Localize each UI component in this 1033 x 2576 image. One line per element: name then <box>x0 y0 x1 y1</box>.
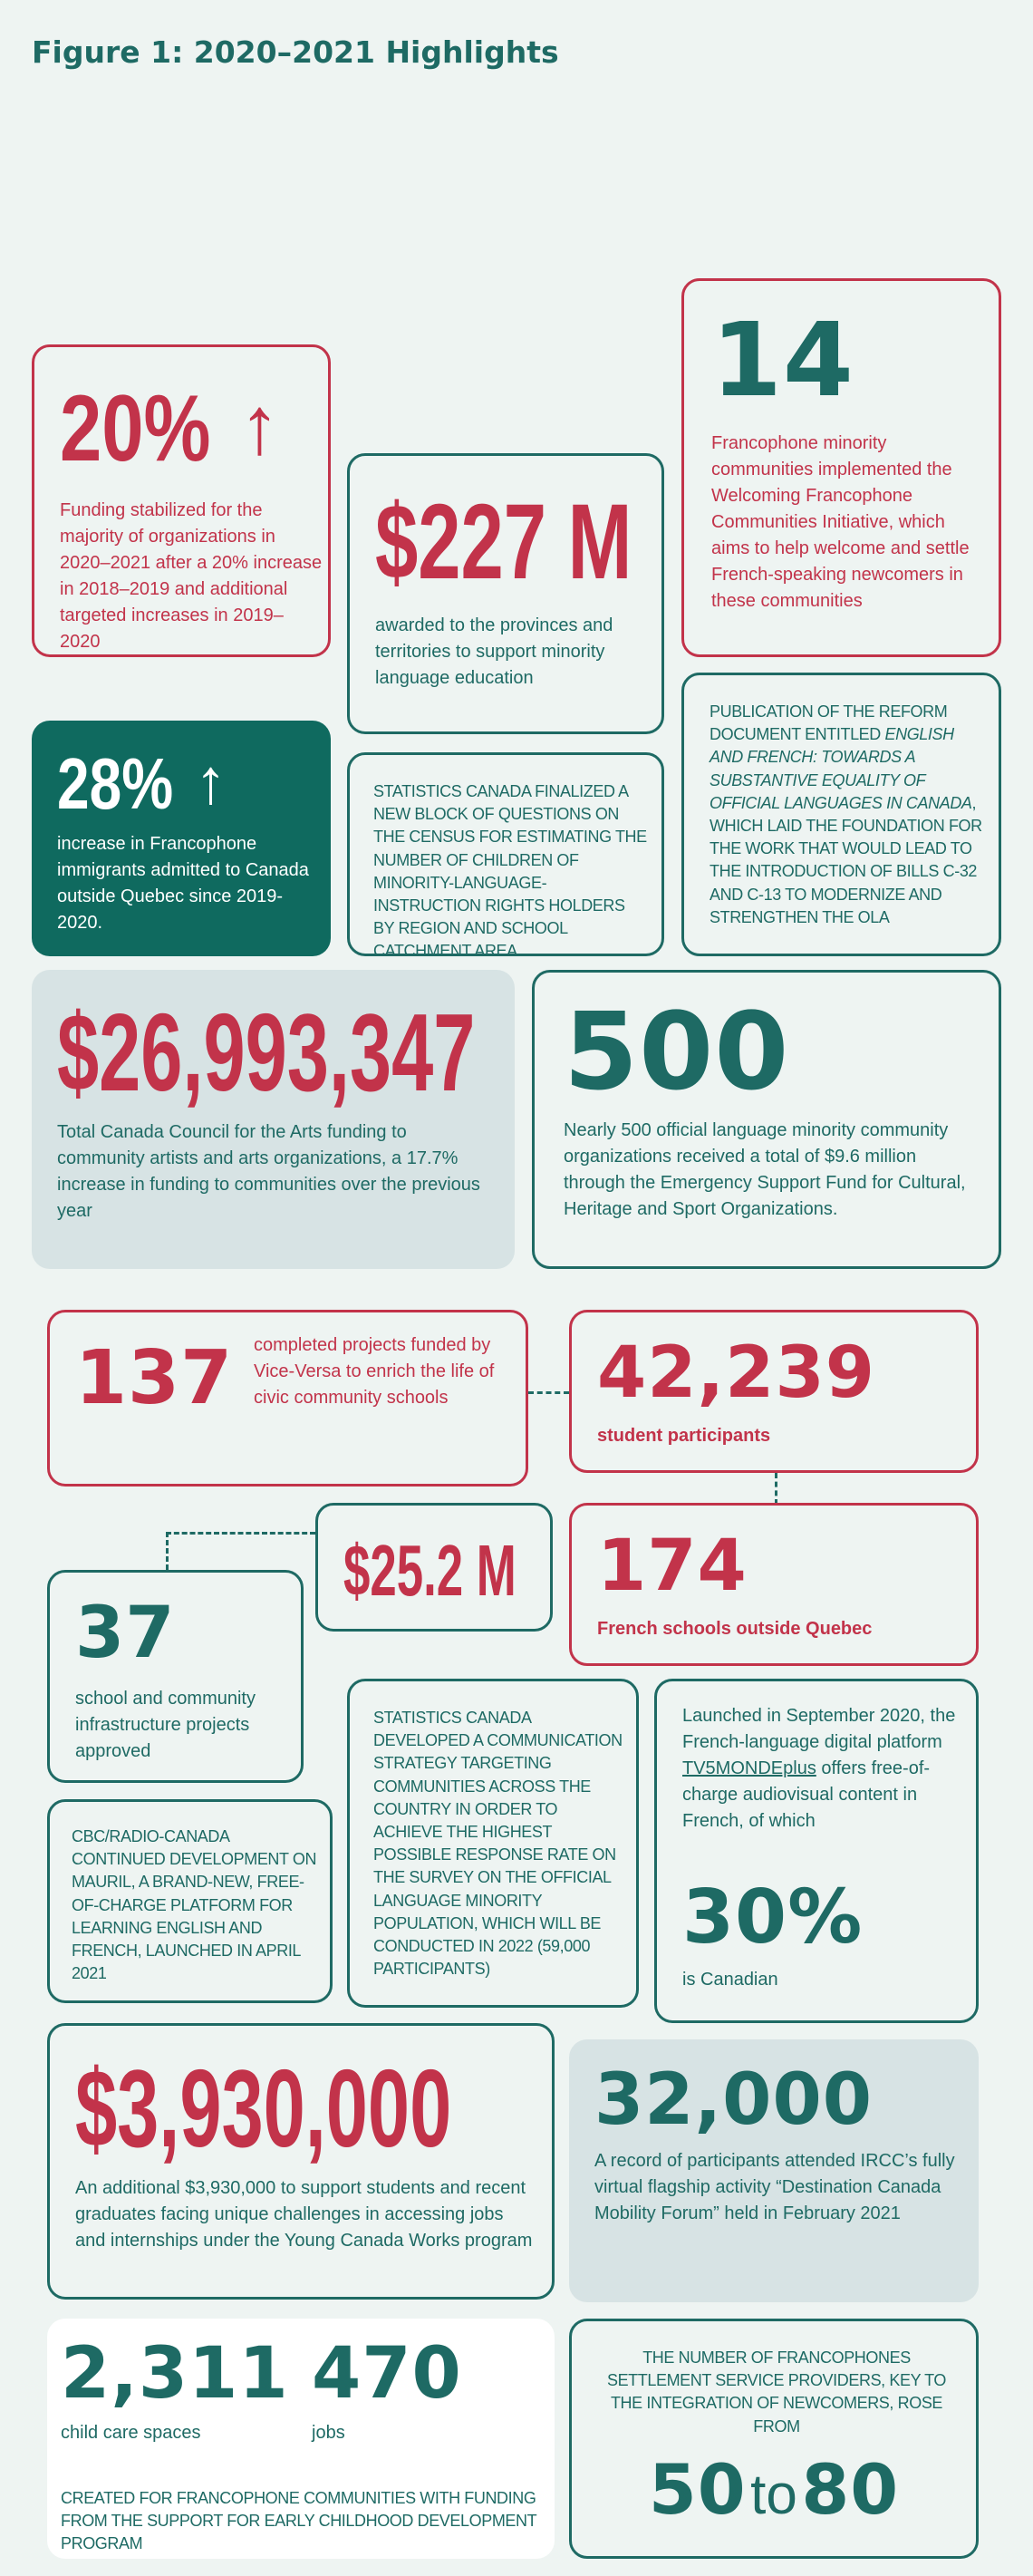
stat-description: STATISTICS CANADA DEVELOPED A COMMUNICATION STRATEGY TARGETING COMMUNITIES ACROSS THE COUNTRY IN ORDER TO ACHIEVE THE HIGHEST POSSIBLE RESPONSE RATE ON THE SURVEY ON THE OFFICIAL LANGUAGE MINORITY POPULATION, WHICH WILL BE CONDUCTED IN 2022 (59,000 PARTICIPANTS) <box>373 1709 623 1979</box>
highlight-card-mauril <box>47 1799 333 2003</box>
stat-description: STATISTICS CANADA FINALIZED A NEW BLOCK OF QUESTIONS ON THE CENSUS FOR ESTIMATING THE NUMBER OF CHILDREN OF MINORITY-LANGUAGE-INSTRUCTION RIGHTS HOLDERS BY REGION AND SCHOOL CATCHMENT AREA <box>373 782 647 961</box>
arrow-up-icon: ↑ <box>195 746 227 817</box>
stat-description: school and community infrastructure projects approved <box>75 1689 256 1761</box>
stat-description: THE NUMBER OF FRANCOPHONES SETTLEMENT SERVICE PROVIDERS, KEY TO THE INTEGRATION OF NEWCOMERS, ROSE FROM <box>606 2348 947 2436</box>
stat-description: Nearly 500 official language minority community organizations received a total of $9.6 million through the Emergency Support Fund for Cultural, Heritage and Sport Organizations. <box>564 1120 966 1219</box>
stat-value: 28% <box>57 743 174 824</box>
stat-value: $227 M <box>375 482 632 602</box>
highlight-card-francophone-immigrants <box>32 721 331 956</box>
stat-value: 174 <box>597 1525 748 1607</box>
stat-value: 500 <box>564 989 790 1114</box>
stat-description: completed projects funded by Vice-Versa to enrich the life of civic community schools <box>254 1335 495 1408</box>
stat-label-jobs: jobs <box>312 2423 345 2443</box>
stat-description: increase in Francophone immigrants admitted to Canada outside Quebec since 2019-2020. <box>57 834 309 933</box>
highlight-card-census-questions <box>347 752 664 961</box>
stat-value: 20% <box>60 376 211 481</box>
arrow-up-icon: ↑ <box>239 381 280 471</box>
highlight-card-canada-council <box>32 970 515 1269</box>
connector-line <box>775 1473 777 1505</box>
highlight-card-early-childhood <box>47 2319 555 2559</box>
highlight-card-reform-document <box>681 673 1001 956</box>
stat-description: CREATED FOR FRANCOPHONE COMMUNITIES WITH FUNDING FROM THE SUPPORT FOR EARLY CHILDHOOD DEVELOPMENT PROGRAM <box>61 2489 536 2553</box>
stat-description: An additional $3,930,000 to support students and recent graduates facing unique challenges in accessing jobs and internships under the Young Canada Works program <box>75 2178 533 2251</box>
highlight-card-funding-amount <box>315 1503 553 1632</box>
highlight-card-settlement-providers <box>569 2319 979 2559</box>
stat-value: 37 <box>75 1593 176 1674</box>
stat-value: $25.2 M <box>343 1530 516 1611</box>
connector-line <box>166 1532 315 1535</box>
highlight-card-funding-stabilized <box>32 344 331 657</box>
highlight-card-welcoming-communities <box>681 278 1001 657</box>
stat-value: 30% <box>682 1874 864 1961</box>
stat-description: Francophone minority communities implemented the Welcoming Francophone Communities Initiative, which aims to help welcome and settle French-speaking newcomers in these communities <box>711 433 970 611</box>
highlight-card-tv5mondeplus <box>654 1679 979 2023</box>
stat-description: Launched in September 2020, the French-language digital platform TV5MONDEplus offers free-of-charge audiovisual content in French, of which <box>682 1706 956 1831</box>
highlight-card-young-canada-works <box>47 2023 555 2300</box>
stat-value-childcare: 2,311 <box>61 2333 289 2415</box>
highlight-card-infrastructure-projects <box>47 1570 304 1783</box>
page-title: Figure 1: 2020–2021 Highlights <box>32 34 559 70</box>
connector-line <box>528 1391 569 1394</box>
stat-connector-word: to <box>750 2464 797 2526</box>
highlight-card-vice-versa <box>47 1310 528 1487</box>
stat-value: 14 <box>711 302 854 420</box>
stat-value-from: 50 <box>648 2449 747 2530</box>
stat-value-to: 80 <box>801 2449 900 2530</box>
stat-description: Total Canada Council for the Arts funding to community artists and arts organizations, a 17.7% increase in funding to communities over the previous year <box>57 1122 480 1221</box>
stat-value: 32,000 <box>594 2059 873 2141</box>
highlight-card-mobility-forum <box>569 2039 979 2302</box>
stat-description: PUBLICATION OF THE REFORM DOCUMENT ENTITLED ENGLISH AND FRENCH: TOWARDS A SUBSTANTIVE EQUALITY OF OFFICIAL LANGUAGES IN CANADA, WHICH LAID THE FOUNDATION FOR THE WORK THAT WOULD LEAD TO THE INTRODUCTION OF BILLS C-32 AND C-13 TO MODERNIZE AND STRENGTHEN THE OLA <box>710 702 982 926</box>
stat-description: A record of participants attended IRCC’s fully virtual flagship activity “Destination Canada Mobility Forum” held in February 2021 <box>594 2151 955 2223</box>
tv5mondeplus-link[interactable]: TV5MONDEplus <box>682 1758 816 1778</box>
stat-value-jobs: 470 <box>312 2333 462 2415</box>
stat-value: 137 <box>75 1335 234 1421</box>
highlight-card-communication-strategy <box>347 1679 639 2008</box>
stat-description: Funding stabilized for the majority of organizations in 2020–2021 after a 20% increase in 2018–2019 and additional targeted increases in 2019–2020 <box>60 500 323 652</box>
stat-description: awarded to the provinces and territories to support minority language education <box>375 615 613 688</box>
highlight-card-french-schools <box>569 1503 979 1666</box>
stat-value: $26,993,347 <box>57 991 476 1114</box>
highlight-card-minority-education <box>347 453 664 734</box>
stat-description: French schools outside Quebec <box>597 1619 873 1639</box>
stat-value: $3,930,000 <box>75 2047 452 2170</box>
highlight-card-student-participants <box>569 1310 979 1473</box>
highlight-card-emergency-support-fund <box>532 970 1001 1269</box>
stat-description: student participants <box>597 1426 771 1446</box>
stat-label-childcare: child care spaces <box>61 2423 201 2443</box>
stat-description: CBC/RADIO-CANADA CONTINUED DEVELOPMENT ON MAURIL, A BRAND-NEW, FREE-OF-CHARGE PLATFORM FOR LEARNING ENGLISH AND FRENCH, LAUNCHED IN APRIL 2021 <box>72 1827 317 1983</box>
connector-line <box>166 1532 169 1570</box>
stat-value: 42,239 <box>597 1332 875 1414</box>
stat-caption: is Canadian <box>682 1970 778 1990</box>
